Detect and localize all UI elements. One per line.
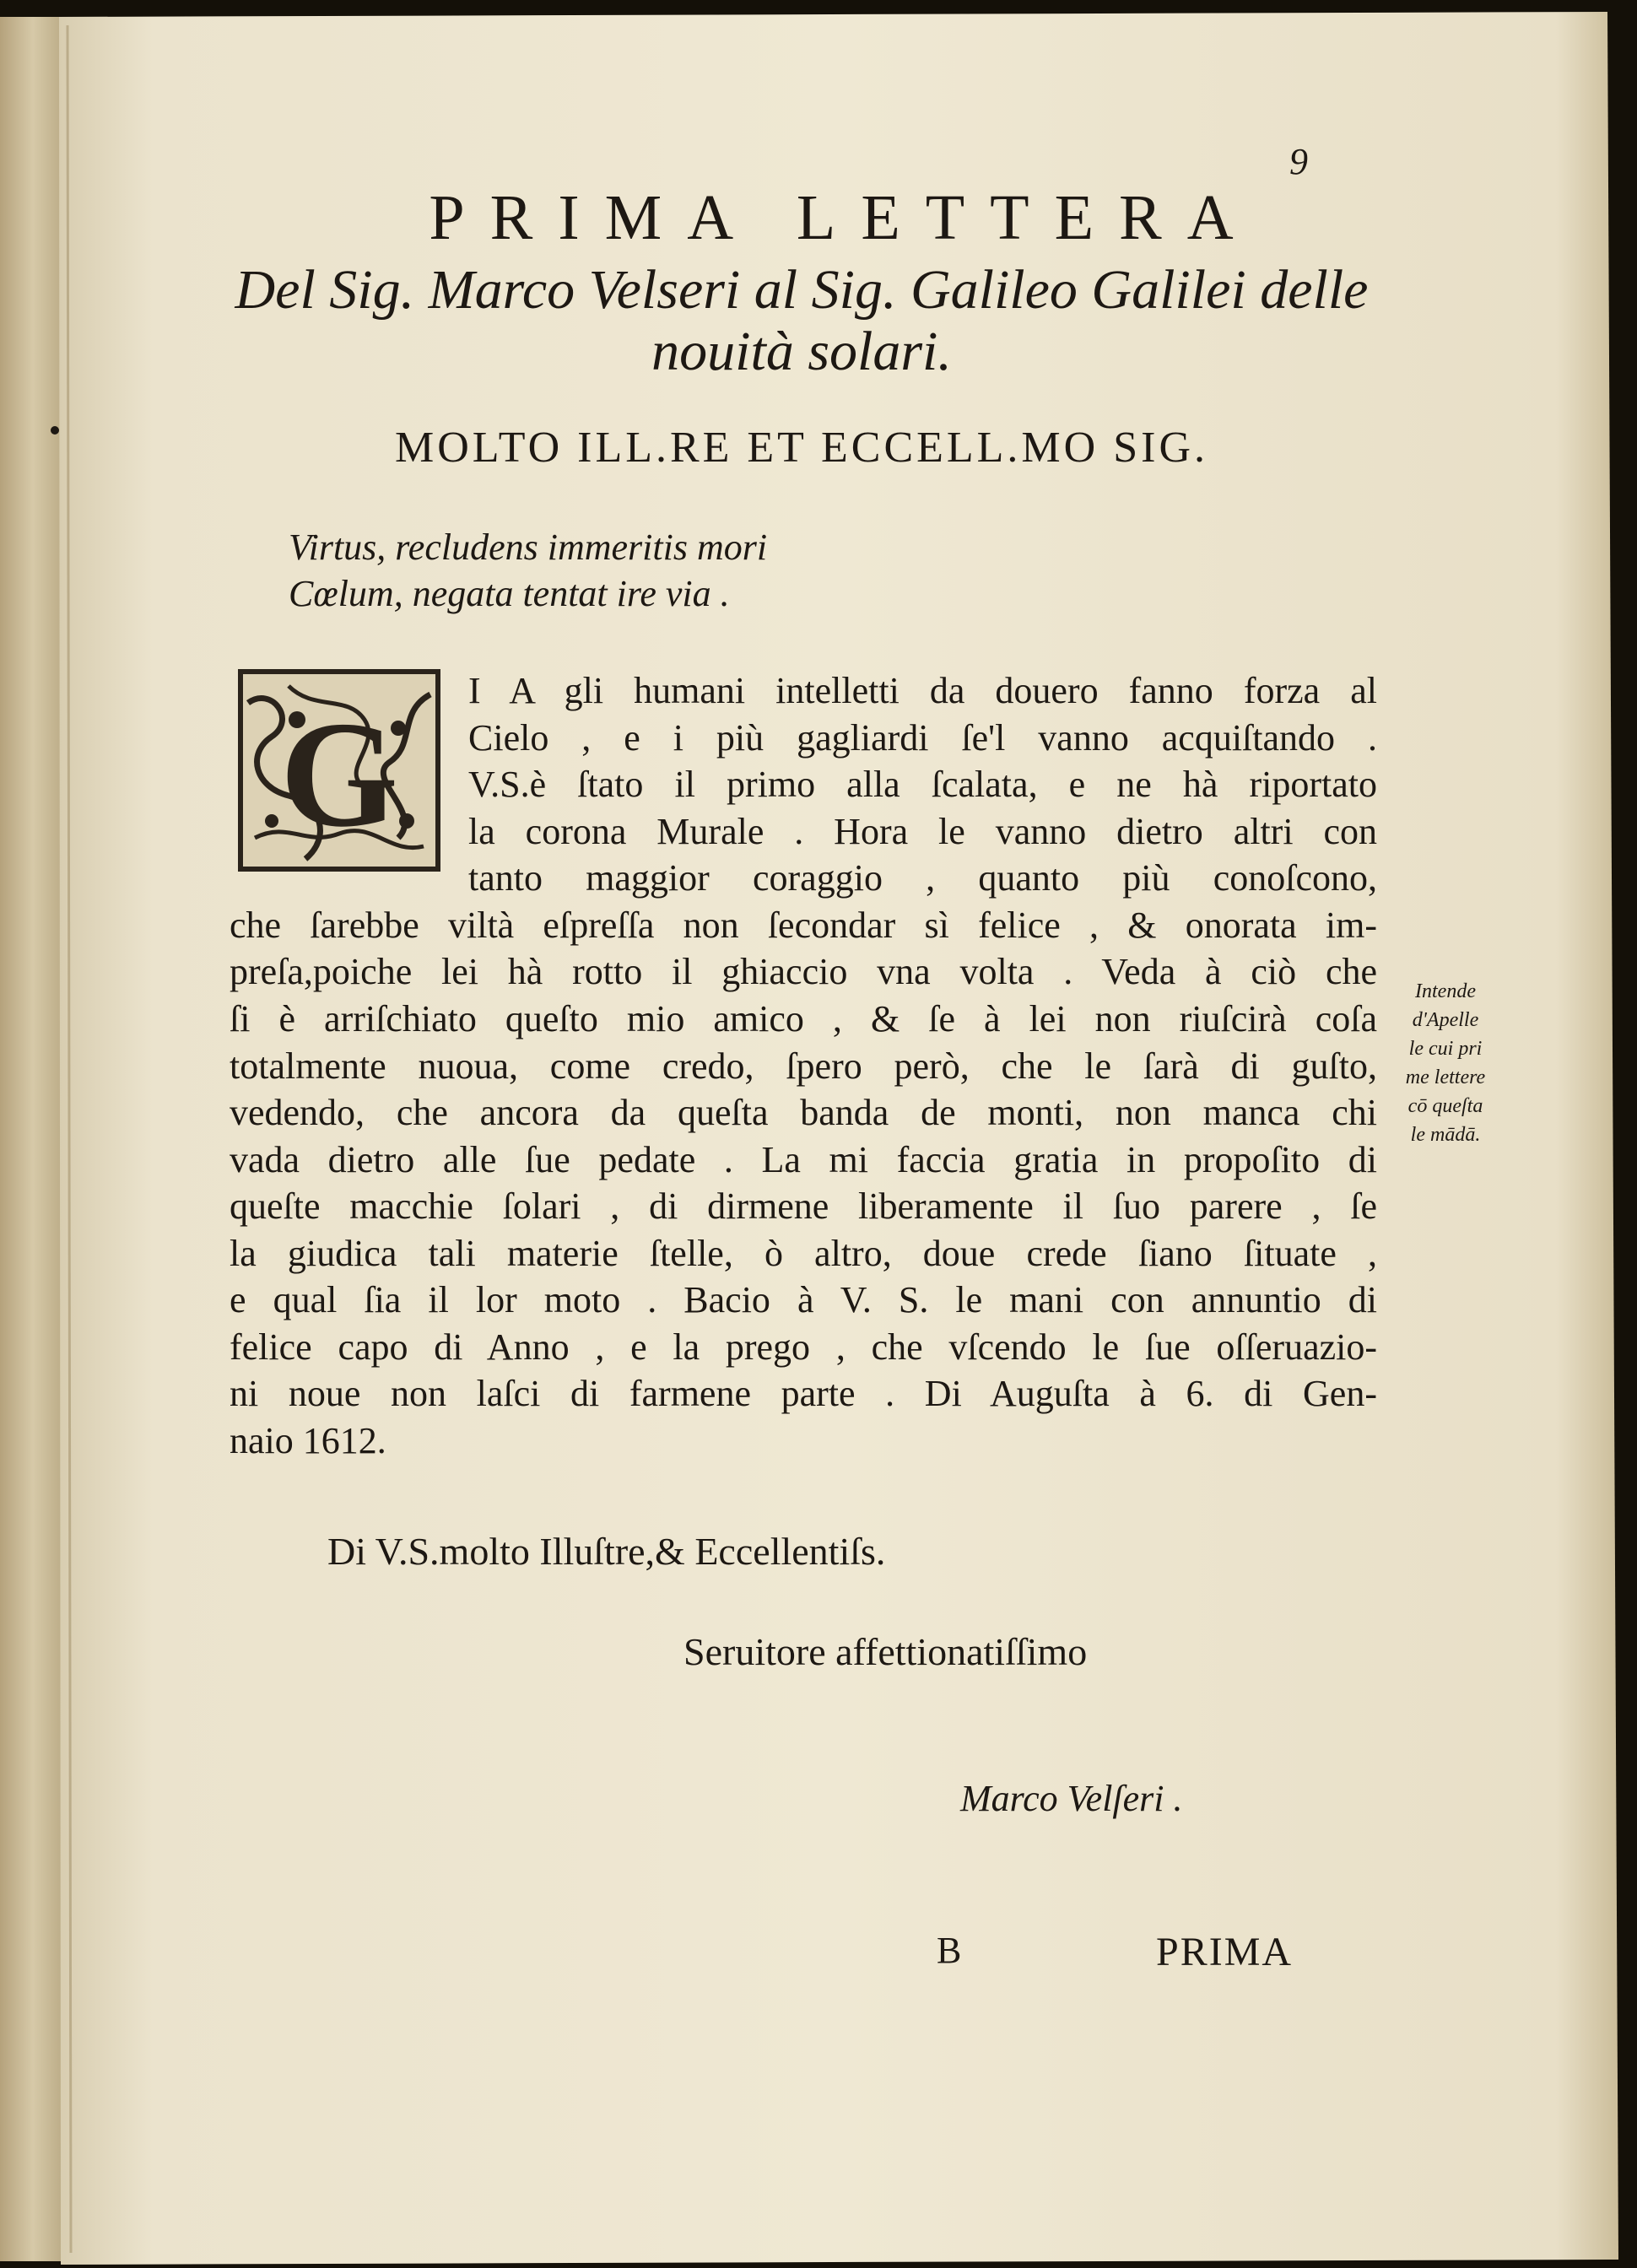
body-line-17: naio 1612.: [230, 1420, 386, 1461]
decorated-initial: [238, 669, 440, 872]
body-line-15: felice capo di Anno , e la prego , che vſcendo le ſue oſſeruazio-: [230, 1326, 1377, 1368]
catchword: PRIMA: [1156, 1930, 1294, 1974]
body-line-11: vada dietro alle ſue pedate . La mi faccia gratia in propoſito di: [230, 1139, 1377, 1180]
side-note-line-6: le mādā.: [1410, 1124, 1481, 1146]
body-line-7: preſa,poiche lei hà rotto il ghiaccio vna volta . Veda à ciò che: [230, 951, 1377, 992]
drop-cap-letter: G: [279, 690, 399, 858]
side-note-line-4: me lettere: [1405, 1066, 1486, 1088]
body-line-5: tanto maggior coraggio , quanto più conoſcono,: [468, 857, 1377, 899]
epigraph-line-1: Virtus, recludens immeritis mori: [289, 526, 768, 568]
letter-title: PRIMA LETTERA: [429, 182, 1259, 253]
signature-mark: B: [937, 1930, 962, 1971]
salutation: MOLTO ILL.RE ET ECCELL.MO SIG.: [394, 424, 1209, 472]
side-note-line-5: cō queſta: [1407, 1095, 1483, 1117]
epigraph-line-2: Cœlum, negata tentat ire via .: [289, 573, 730, 614]
body-line-14: e qual ſia il lor moto . Bacio à V. S. le mani con annuntio di: [230, 1279, 1377, 1320]
closing-formula: Di V.S.molto Illuſtre,& Eccellentiſs.: [327, 1530, 886, 1573]
servant-formula: Seruitore affettionatiſſimo: [683, 1630, 1088, 1673]
body-line-12: queſte macchie ſolari , di dirmene liberamente il ſuo parere , ſe: [230, 1185, 1377, 1227]
side-note-line-3: le cui pri: [1408, 1038, 1483, 1060]
body-line-9: totalmente nuoua, come credo, ſpero però, che le ſarà di guſto,: [230, 1045, 1377, 1087]
body-line-10: vedendo, che ancora da queſta banda de monti, non manca chi: [230, 1092, 1377, 1133]
body-line-6: che ſarebbe viltà eſpreſſa non ſecondar sì felice , & onorata im-: [230, 904, 1377, 946]
side-note-line-2: d'Apelle: [1412, 1009, 1479, 1031]
body-line-8: ſi è arriſchiato queſto mio amico , & ſe à lei non riuſcirà coſa: [230, 998, 1377, 1040]
signature: Marco Velſeri .: [960, 1778, 1183, 1819]
side-note-line-1: Intende: [1415, 980, 1476, 1002]
body-line-1: I A gli humani intelletti da douero fanno forza al: [468, 670, 1377, 711]
body-line-4: la corona Murale . Hora le vanno dietro altri con: [468, 811, 1377, 852]
body-line-3: V.S.è ſtato il primo alla ſcalata, e ne hà riportato: [468, 764, 1377, 805]
body-line-2: Cielo , e i più gagliardi ſe'l vanno acquiſtando .: [468, 717, 1377, 759]
body-line-16: ni noue non laſci di farmene parte . Di Auguſta à 6. di Gen-: [230, 1373, 1377, 1414]
body-line-13: la giudica tali materie ſtelle, ò altro, doue crede ſiano ſituate ,: [230, 1233, 1377, 1274]
page-number: 9: [1289, 141, 1308, 182]
letter-subtitle: Del Sig. Marco Velseri al Sig. Galileo Galilei delle nouità solari.: [235, 259, 1369, 382]
